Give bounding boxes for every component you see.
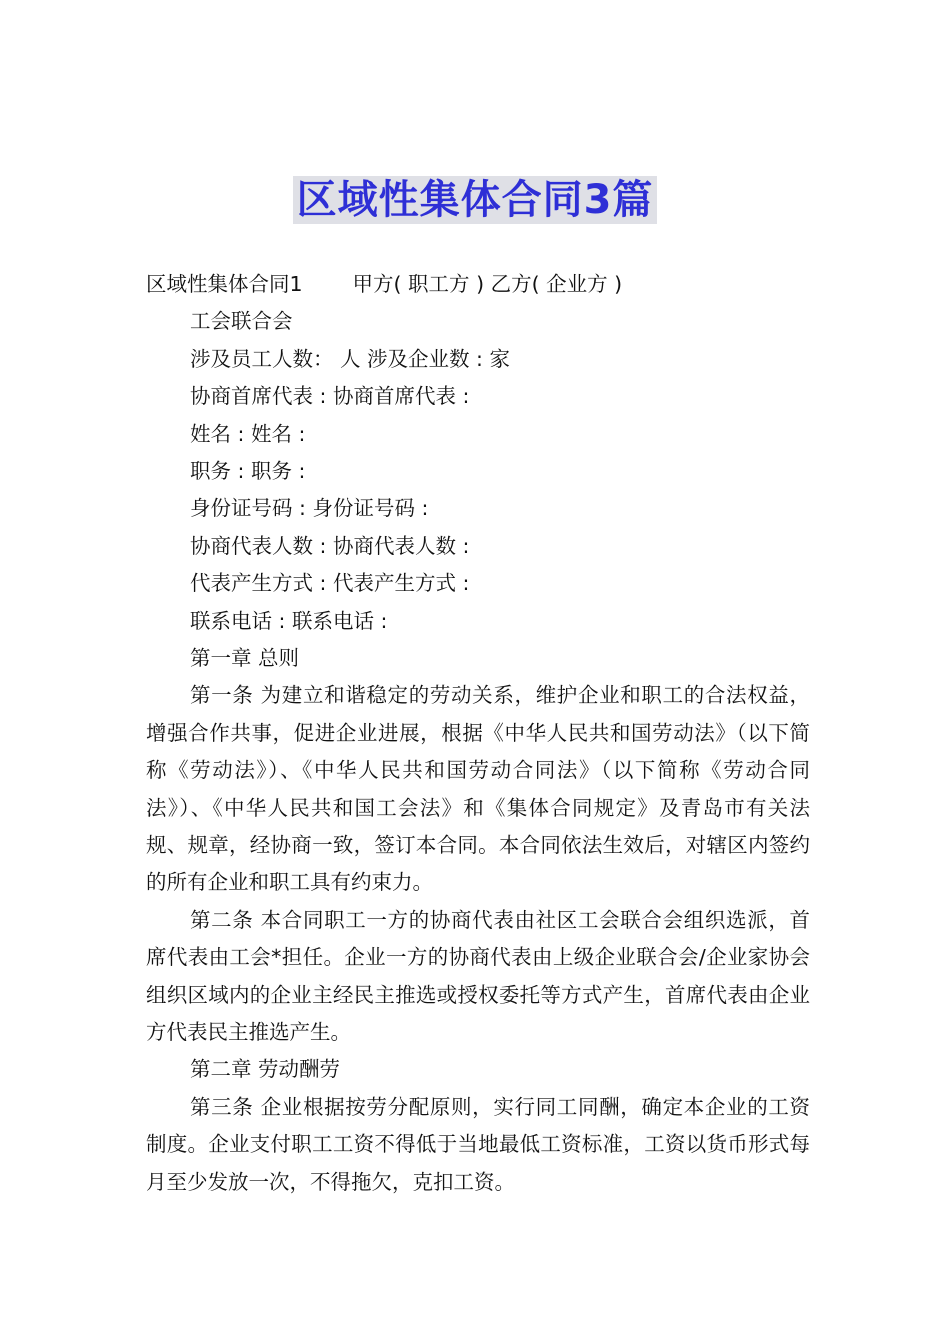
contract-number-label: 区域性集体合同1 [146, 272, 303, 296]
info-line: 姓名 : 姓名 : [190, 421, 306, 446]
header-line [146, 266, 810, 303]
info-line: 联系电话 : 联系电话 : [190, 608, 388, 633]
info-line: 身份证号码 : 身份证号码 : [190, 496, 429, 521]
chapter-heading: 第一章 总则 [190, 645, 300, 670]
document-body [146, 266, 810, 1201]
info-line: 工会联合会 [190, 309, 293, 334]
article-paragraph: 第三条 企业根据按劳分配原则，实行同工同酬，确定本企业的工资制度。企业支付职工工资不得低于当地最低工资标准，工资以货币形式每月至少发放一次，不得拖欠，克扣工资。 [146, 1094, 810, 1194]
chapter-heading: 第二章 劳动酬劳 [190, 1057, 341, 1082]
article-paragraph: 第一条 为建立和谐稳定的劳动关系，维护企业和职工的合法权益，增强合作共事，促进企业进展，根据《中华人民共和国劳动法》（以下简称《劳动法》）、《中华人民共和国劳动合同法》（以下简称《劳动合同法》）、《中华人民共和国工会法》和《集体合同规定》及青岛市有关法规、规章，经协商一致，签订本合同。本合同依法生效后，对辖区内签约的所有企业和职工具有约束力。 [146, 683, 810, 895]
info-line: 协商首席代表 : 协商首席代表 : [190, 384, 470, 409]
document-title: 区域性集体合同3篇 [293, 176, 658, 224]
info-line: 涉及员工人数： 人 涉及企业数 : 家 [190, 346, 510, 371]
info-line: 协商代表人数 : 协商代表人数 : [190, 533, 470, 558]
article-paragraph: 第二条 本合同职工一方的协商代表由社区工会联合会组织选派，首席代表由工会*担任。企业一方的协商代表由上级企业联合会/企业家协会组织区域内的企业主经民主推选或授权委托等方式产生，首席代表由企业方代表民主推选产生。 [146, 907, 810, 1044]
parties-label: 甲方( 职工方 ) 乙方( 企业方 ) [352, 272, 623, 296]
info-line: 代表产生方式 : 代表产生方式 : [190, 571, 470, 596]
title-wrap [0, 176, 950, 224]
info-line: 职务 : 职务 : [190, 458, 306, 483]
